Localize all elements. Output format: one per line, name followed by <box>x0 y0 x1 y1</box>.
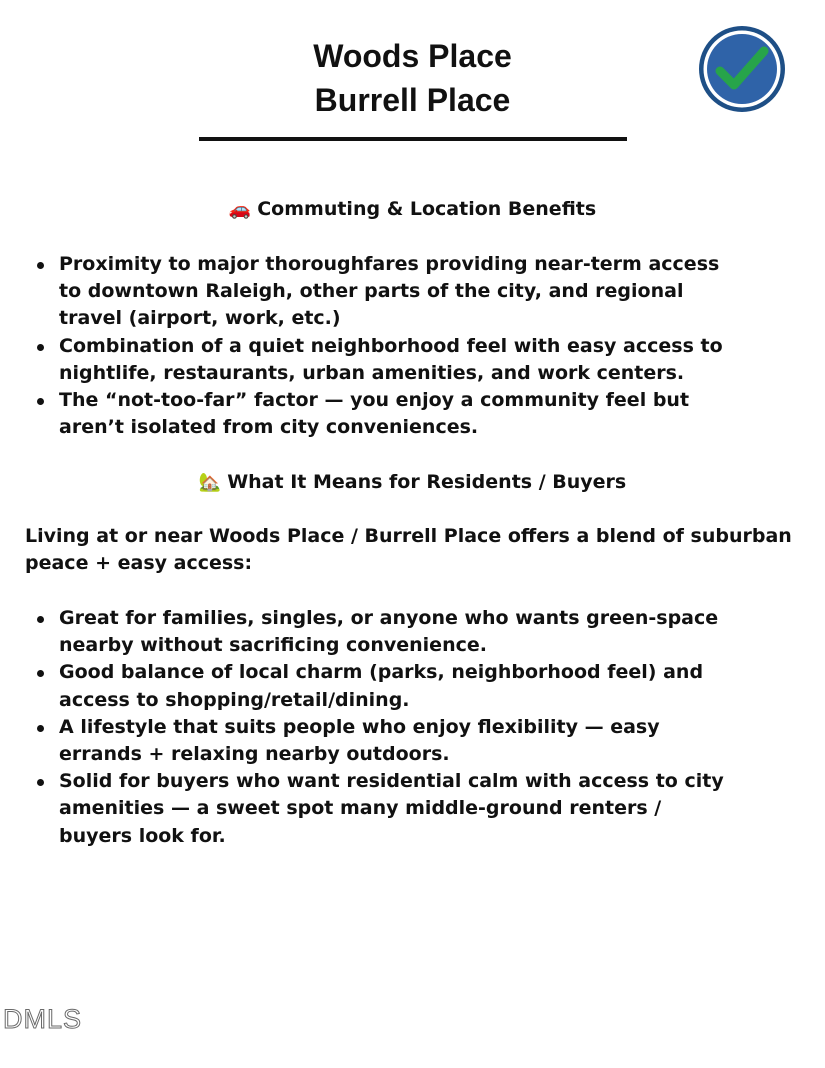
list-item <box>0 333 740 387</box>
list-item-text: Great for families, singles, or anyone who wants green-space nearby without sacrificing convenience. <box>59 607 719 657</box>
list-item-text: Solid for buyers who want residential calm with access to city amenities — a sweet spot many middle-ground renters / buyers look for. <box>59 770 724 847</box>
list-item <box>0 387 740 441</box>
bullet-icon <box>37 616 44 623</box>
list-item <box>0 659 740 713</box>
list-item-text: Proximity to major thoroughfares providing near-term access to downtown Raleigh, other parts of the city, and regional travel (airport, work, etc.) <box>59 253 720 330</box>
car-icon: 🚗 <box>228 199 252 220</box>
bullet-icon <box>37 725 44 732</box>
list-item <box>0 605 740 659</box>
bullet-icon <box>37 262 44 269</box>
bullet-icon <box>37 398 44 405</box>
list-item-text: Good balance of local charm (parks, neighborhood feel) and access to shopping/retail/dining. <box>59 661 704 711</box>
commuting-heading-text: Commuting & Location Benefits <box>257 198 597 220</box>
list-item-text: Combination of a quiet neighborhood feel with easy access to nightlife, restaurants, urban amenities, and work centers. <box>59 334 723 384</box>
commuting-list <box>0 251 740 441</box>
bullet-icon <box>37 344 44 351</box>
page-title-line-1: Woods Place <box>313 38 512 74</box>
dmls-watermark: DMLS <box>3 1004 83 1034</box>
list-item-text: A lifestyle that suits people who enjoy flexibility — easy errands + relaxing nearby outdoors. <box>59 715 660 766</box>
residents-heading-text: What It Means for Residents / Buyers <box>227 471 627 493</box>
bullet-icon <box>37 779 44 786</box>
list-item <box>0 714 740 768</box>
list-item <box>0 251 740 333</box>
house-icon: 🏡 <box>198 472 222 493</box>
residents-heading <box>0 468 825 497</box>
list-item <box>0 768 740 850</box>
residents-intro: Living at or near Woods Place / Burrell Place offers a blend of suburban peace + easy access: <box>25 525 792 575</box>
bullet-icon <box>37 670 44 677</box>
commuting-heading <box>0 195 825 224</box>
residents-list <box>0 605 740 850</box>
page-title-line-2: Burrell Place <box>314 82 511 118</box>
checkmark-badge-icon <box>698 25 786 113</box>
list-item-text: The “not-too-far” factor — you enjoy a community feel but aren’t isolated from city conveniences. <box>59 389 690 439</box>
title-divider <box>199 137 627 141</box>
